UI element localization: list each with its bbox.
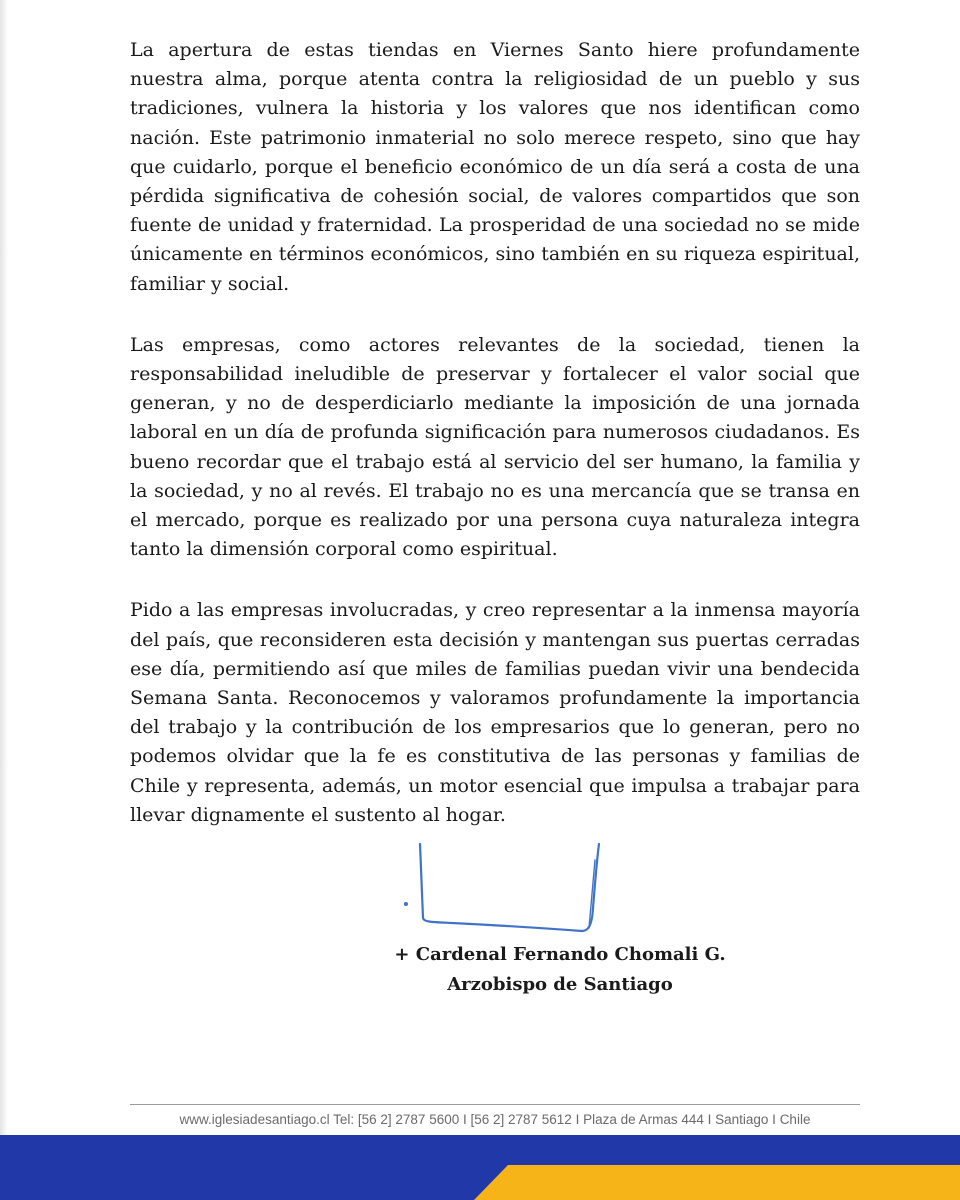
paragraph-3: Pido a las empresas involucradas, y creo representar a la inmensa mayoría del país, que reconsideren esta decisión y mantengan sus puertas cerradas ese día, permitiendo así que miles de familias puedan vivir una bendecida Semana Santa. Reconocemos y valoramos profundamente la importancia del trabajo y la contribución de los empresarios que lo generan, pero no podemos olvidar que la fe es constitutiva de las personas y familias de Chile y representa, además, un motor esencial que impulsa a trabajar para llevar dignamente el sustento al hogar.	[130, 599, 860, 826]
footer-divider	[130, 1104, 860, 1105]
page-edge-shadow	[0, 0, 8, 1135]
footer-color-band	[0, 1135, 960, 1200]
letter-body	[130, 36, 860, 862]
paragraph-2: Las empresas, como actores relevantes de la sociedad, tienen la responsabilidad ineludible de preservar y fortalecer el valor social que generan, y no de desperdiciarlo mediante la imposición de una jornada laboral en un día de profunda significación para numerosos ciudadanos. Es bueno recordar que el trabajo está al servicio del ser humano, la familia y la sociedad, y no al revés. El trabajo no es una mercancía que se transa en el mercado, porque es realizado por una persona cuya naturaleza integra tanto la dimensión corporal como espiritual.	[130, 333, 860, 561]
footer-contact: www.iglesiadesantiago.cl Tel: [56 2] 2787 5600 I [56 2] 2787 5612 I Plaza de Armas 444 I Santiago I Chile	[179, 1112, 811, 1127]
signatory-name: + Cardenal Fernando Chomali G.	[394, 944, 726, 965]
signatory-title: Arzobispo de Santiago	[447, 974, 673, 995]
handwritten-signature	[392, 838, 612, 938]
paragraph-1: La apertura de estas tiendas en Viernes Santo hiere profundamente nuestra alma, porque atenta contra la religiosidad de un pueblo y sus tradiciones, vulnera la historia y los valores que nos identifican como nación. Este patrimonio inmaterial no solo merece respeto, sino que hay que cuidarlo, porque el beneficio económico de un día será a costa de una pérdida significativa de cohesión social, de valores compartidos que son fuente de unidad y fraternidad. La prosperidad de una sociedad no se mide únicamente en términos económicos, sino también en su riqueza espiritual, familiar y social.	[130, 39, 860, 295]
signature-block	[130, 940, 860, 1000]
